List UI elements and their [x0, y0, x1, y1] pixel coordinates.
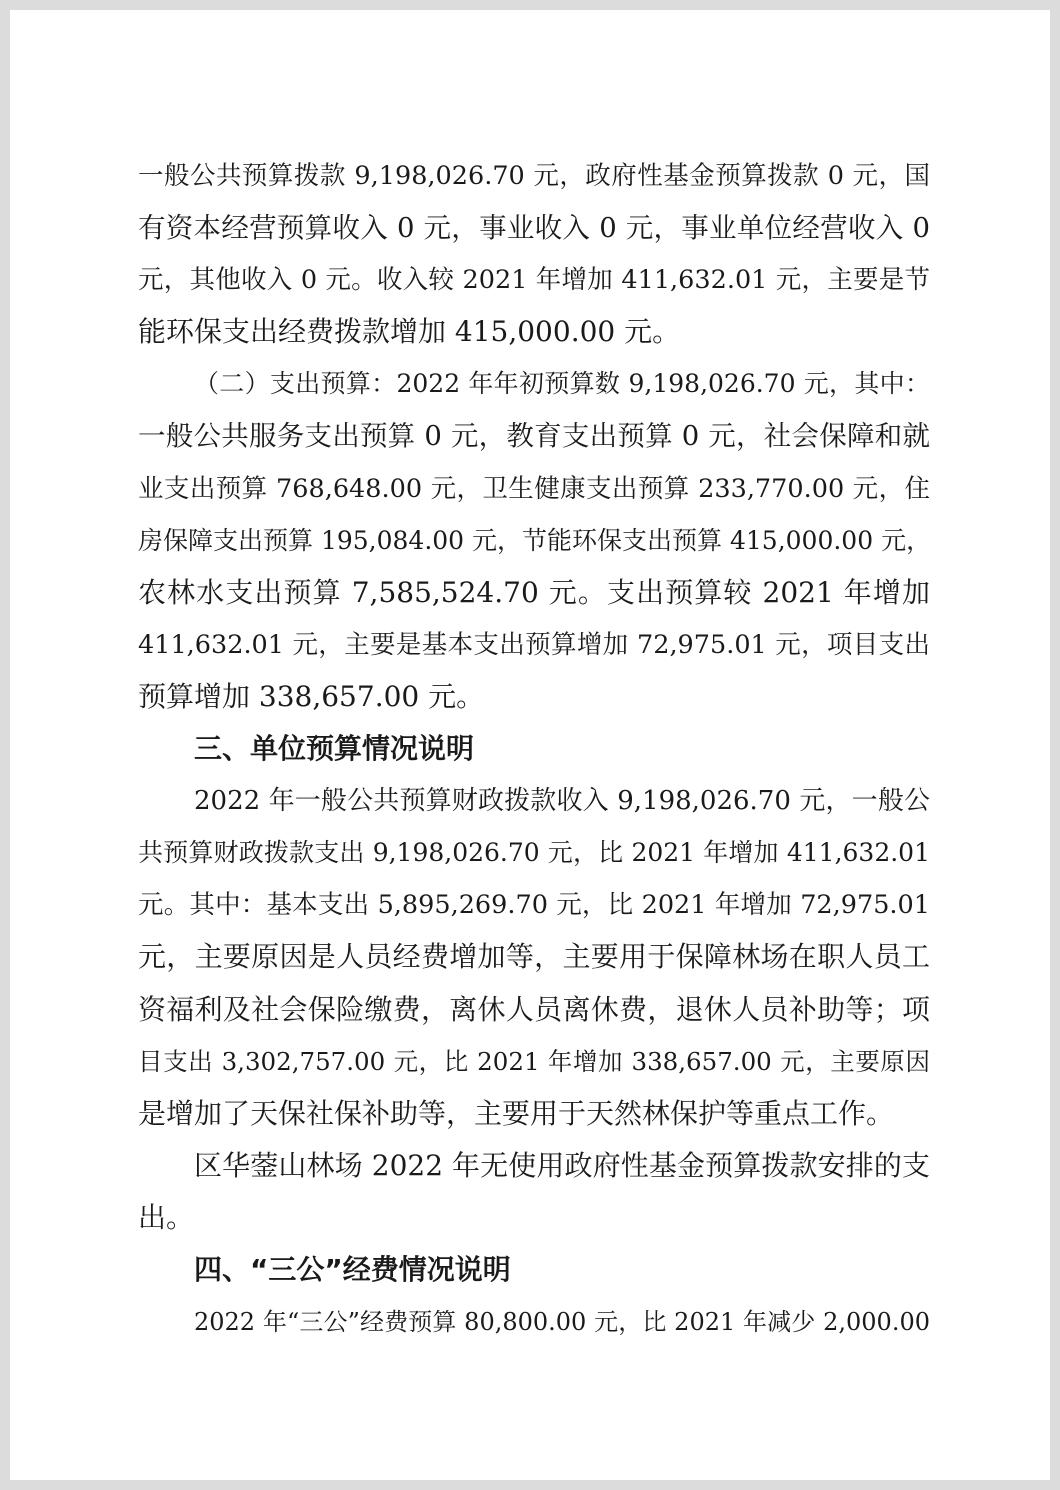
section-heading: 四、“三公”经费情况说明	[194, 1252, 511, 1286]
text-line: 业支出预算 768,648.00 元，卫生健康支出预算 233,770.00 元，住	[138, 473, 930, 504]
text-line: （二）支出预算：2022 年年初预算数 9,198,026.70 元，其中：	[194, 369, 930, 399]
text-line: 农林水支出预算 7,585,524.70 元。支出预算较 2021 年增加	[138, 575, 930, 609]
text-line: 元，主要原因是人员经费增加等，主要用于保障林场在职人员工	[138, 940, 930, 974]
text-line: 元。其中：基本支出 5,895,269.70 元，比 2021 年增加 72,975.01	[138, 890, 930, 921]
text-line: 有资本经营预算收入 0 元，事业收入 0 元，事业单位经营收入 0	[138, 212, 930, 245]
text-line: 区华蓥山林场 2022 年无使用政府性基金预算拨款安排的支	[194, 1148, 930, 1182]
text-line: 元，其他收入 0 元。收入较 2021 年增加 411,632.01 元，主要是节	[138, 265, 930, 296]
text-line: 一般公共预算拨款 9,198,026.70 元，政府性基金预算拨款 0 元，国	[138, 161, 930, 191]
text-line: 411,632.01 元，主要是基本支出预算增加 72,975.01 元，项目支出	[138, 629, 930, 660]
section-heading: 三、单位预算情况说明	[194, 732, 475, 766]
text-line: 目支出 3,302,757.00 元，比 2021 年增加 338,657.00 元，主要原因	[138, 1046, 930, 1076]
text-line: 一般公共服务支出预算 0 元，教育支出预算 0 元，社会保障和就	[138, 420, 930, 453]
text-line: 2022 年“三公”经费预算 80,800.00 元，比 2021 年减少 2,000.00	[194, 1308, 930, 1337]
text-line: 是增加了天保社保补助等，主要用于天然林保护等重点工作。	[138, 1096, 895, 1130]
text-line: 共预算财政拨款支出 9,198,026.70 元，比 2021 年增加 411,632.01	[138, 838, 930, 868]
text-line: 能环保支出经费拨款增加 415,000.00 元。	[138, 315, 681, 349]
text-line: 出。	[138, 1200, 195, 1234]
text-line: 房保障支出预算 195,084.00 元，节能环保支出预算 415,000.00 元，	[138, 525, 932, 555]
text-line: 预算增加 338,657.00 元。	[138, 679, 485, 713]
text-line: 2022 年一般公共预算财政拨款收入 9,198,026.70 元，一般公	[194, 786, 930, 817]
document-body	[138, 150, 930, 1348]
text-line: 资福利及社会保险缴费，离休人员离休费，退休人员补助等；项	[138, 992, 930, 1026]
